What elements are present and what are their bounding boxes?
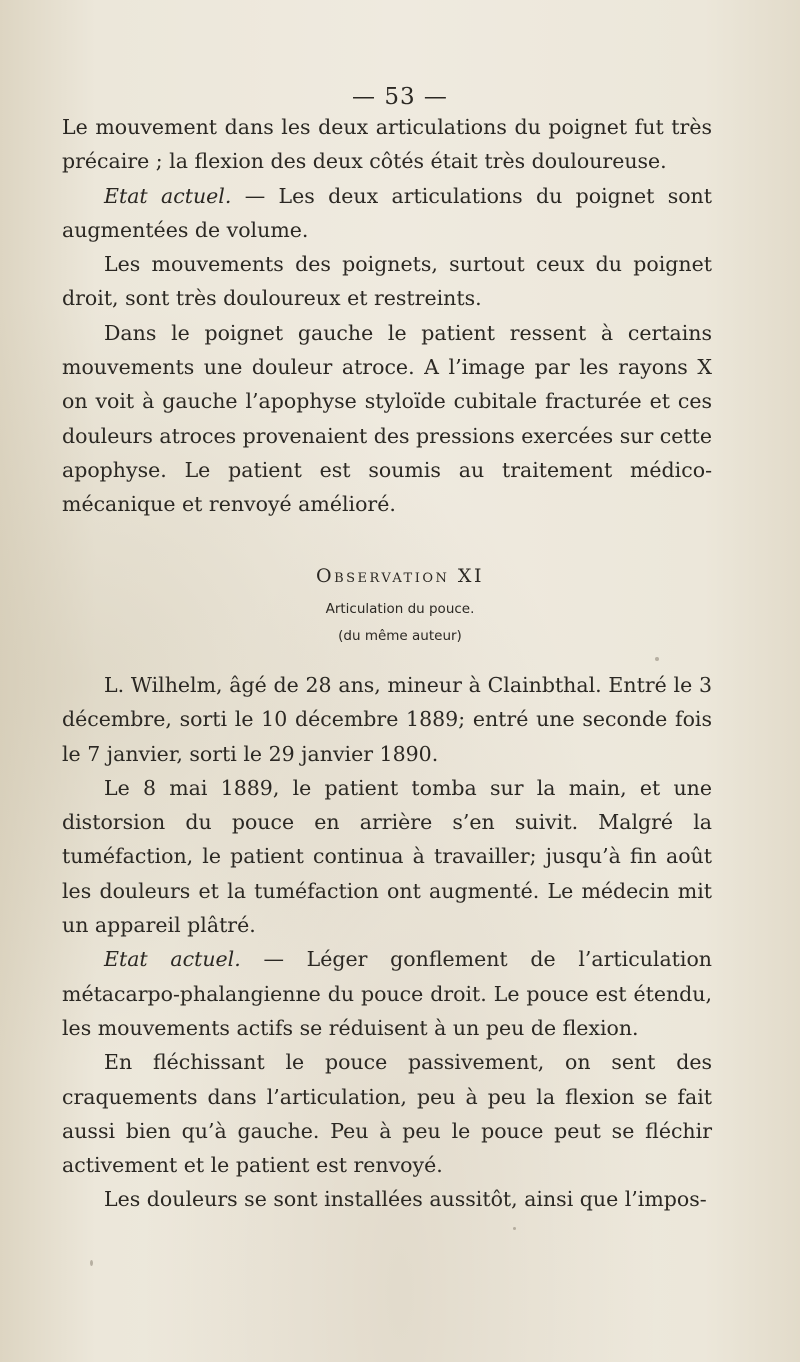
paragraph: Dans le poignet gauche le patient ressent à certains mouvements une douleur atroce. A l’image par les rayons X on voit à gauche l’apophyse styloïde cubitale fracturée et ces douleurs atroces provenaient des pressions exercées sur cette apophyse. Le patient est soumis au traitement médico-mécanique et renvoyé amélioré.: [62, 320, 712, 517]
paragraph-text: — Léger gonflement de l’articulation métacarpo-phalangienne du pouce droit. Le pouce est étendu, les mouvements actifs se réduisent à un peu de flexion.: [62, 947, 713, 1040]
section-lead: Etat actuel.: [104, 947, 241, 972]
paragraph-etat-actuel: [62, 942, 712, 1045]
observation-title: Observation XI: [316, 565, 484, 587]
text-block-bottom: [62, 668, 712, 1217]
paper-speck: [655, 657, 659, 661]
page-number: — 53 —: [352, 84, 448, 110]
paragraph: Les mouvements des poignets, surtout ceux du poignet droit, sont très douloureux et restreints.: [62, 252, 712, 311]
paragraph: Le 8 mai 1889, le patient tomba sur la main, et une distorsion du pouce en arrière s’en suivit. Malgré la tuméfaction, le patient continua à travailler; jusqu’à fin août les douleurs et la tuméfaction ont augmenté. Le médecin mit un appareil plâtré.: [62, 775, 712, 938]
observation-subtitle: Articulation du pouce.: [325, 601, 475, 617]
text-block-top: [62, 110, 712, 522]
observation-author: (du même auteur): [338, 628, 462, 644]
paragraph-etat-actuel: [62, 179, 712, 248]
paper-speck: [513, 1227, 516, 1230]
paragraph: Les douleurs se sont installées aussitôt, ainsi que l’impos-: [104, 1187, 707, 1212]
paragraph: L. Wilhelm, âgé de 28 ans, mineur à Clainbthal. Entré le 3 décembre, sorti le 10 décembre 1889; entré une seconde fois le 7 janvier, sorti le 29 janvier 1890.: [62, 673, 712, 766]
paragraph: En fléchissant le pouce passivement, on sent des craquements dans l’articulation, peu à peu la flexion se fait aussi bien qu’à gauche. Peu à peu le pouce peut se fléchir activement et le patient est renvoyé.: [62, 1050, 712, 1178]
paragraph-text: — Les deux articulations du poignet sont augmentées de volume.: [62, 183, 712, 242]
paragraph: Le mouvement dans les deux articulations du poignet fut très précaire ; la flexion des deux côtés était très douloureuse.: [62, 115, 712, 174]
paper-speck: [90, 1260, 93, 1266]
section-lead: Etat actuel.: [104, 183, 232, 208]
